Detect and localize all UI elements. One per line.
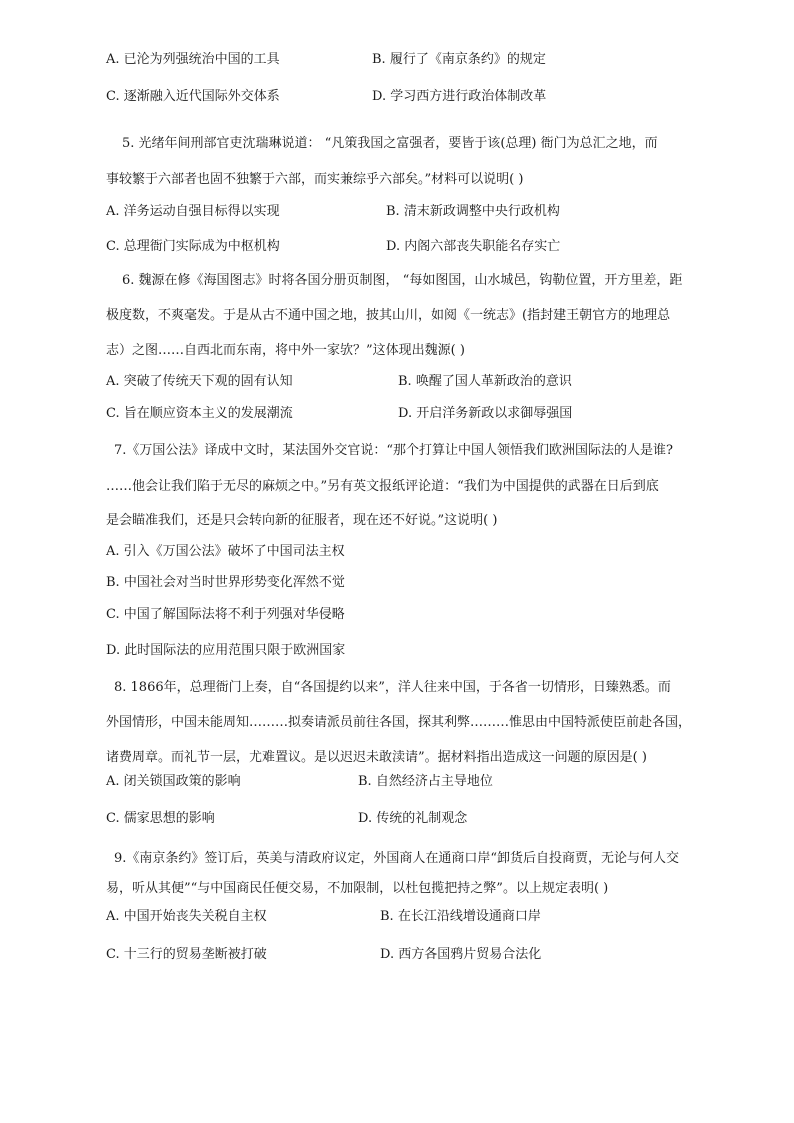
q8-stem-line-3: 诸费周章。而礼节一层，尤难置议。是以迟迟未敢渎请”。据材料指出造成这一问题的原因是( ) bbox=[106, 750, 647, 765]
q6-option-a: A. 突破了传统天下观的固有认知 bbox=[106, 374, 293, 389]
q7-stem-line-3: 是会瞄准我们，还是只会转向新的征服者，现在还不好说。”这说明( ) bbox=[106, 513, 498, 528]
q6-stem-line-2: 极度数，不爽毫发。于是从古不通中国之地，披其山川，如阅《一统志》(指封建王朝官方的地理总 bbox=[106, 308, 671, 323]
q6-stem-line-1: 6. 魏源在修《海国图志》时将各国分册页制图， “每如图国，山水城邑，钩勒位置，开方里差，距 bbox=[122, 273, 683, 288]
q8-option-c: C. 儒家思想的影响 bbox=[106, 811, 215, 826]
q9-stem-line-1: 9.《南京条约》签订后，英美与清政府议定，外国商人在通商口岸“卸货后自投商贾，无论与何人交 bbox=[114, 851, 680, 866]
q5-stem-line-1: 5. 光绪年间刑部官吏沈瑞琳说道： “凡策我国之富强者，要皆于该(总理) 衙门为总汇之地，而 bbox=[122, 136, 658, 151]
q9-option-c: C. 十三行的贸易垄断被打破 bbox=[106, 947, 267, 962]
q4-option-d: D. 学习西方进行政治体制改革 bbox=[372, 89, 547, 104]
q8-option-a: A. 闭关锁国政策的影响 bbox=[106, 774, 241, 789]
q8-stem-line-2: 外国情形，中国未能周知………拟奏请派员前往各国，探其利弊………惟思由中国特派使臣前赴各国， bbox=[106, 715, 692, 730]
q7-option-b: B. 中国社会对当时世界形势变化浑然不觉 bbox=[106, 575, 345, 590]
q4-option-a: A. 已沦为列强统治中国的工具 bbox=[106, 52, 280, 67]
q4-option-b: B. 履行了《南京条约》的规定 bbox=[372, 52, 546, 67]
q6-stem-line-3: 志）之图……自西北而东南，将中外一家欤？”这体现出魏源( ) bbox=[106, 343, 465, 358]
q9-option-b: B. 在长江沿线增设通商口岸 bbox=[380, 909, 541, 924]
q5-option-b: B. 清末新政调整中央行政机构 bbox=[386, 204, 560, 219]
q9-option-a: A. 中国开始丧失关税自主权 bbox=[106, 909, 267, 924]
q7-option-d: D. 此时国际法的应用范围只限于欧洲国家 bbox=[106, 643, 346, 658]
q7-option-a: A. 引入《万国公法》破坏了中国司法主权 bbox=[106, 544, 345, 559]
q6-option-b: B. 唤醒了国人革新政治的意识 bbox=[398, 374, 572, 389]
q7-option-c: C. 中国了解国际法将不利于列强对华侵略 bbox=[106, 607, 345, 622]
q9-option-d: D. 西方各国鸦片贸易合法化 bbox=[380, 947, 542, 962]
q5-option-c: C. 总理衙门实际成为中枢机构 bbox=[106, 239, 280, 254]
q7-stem-line-1: 7.《万国公法》译成中文时，某法国外交官说：“那个打算让中国人领悟我们欧洲国际法的人是谁? bbox=[114, 443, 674, 458]
q8-option-b: B. 自然经济占主导地位 bbox=[358, 774, 493, 789]
q8-option-d: D. 传统的礼制观念 bbox=[358, 811, 468, 826]
q6-option-d: D. 开启洋务新政以求御辱强国 bbox=[398, 406, 573, 421]
q6-option-c: C. 旨在顺应资本主义的发展潮流 bbox=[106, 406, 293, 421]
q9-stem-line-2: 易，听从其便”“与中国商民任便交易，不加限制，以杜包揽把持之弊”。以上规定表明( ) bbox=[106, 881, 609, 896]
q7-stem-line-2: ……他会让我们陷于无尽的麻烦之中。”另有英文报纸评论道：“我们为中国提供的武器在日后到底 bbox=[106, 479, 659, 494]
q5-option-d: D. 内阁六部丧失职能名存实亡 bbox=[386, 239, 561, 254]
q5-stem-line-2: 事较繁于六部者也固不独繁于六部，而实兼综乎六部矣。”材料可以说明( ) bbox=[106, 172, 524, 187]
q4-option-c: C. 逐渐融入近代国际外交体系 bbox=[106, 89, 280, 104]
q8-stem-line-1: 8. 1866年，总理衙门上奏，自“各国提约以来”，洋人往来中国，于各省一切情形，日臻熟悉。而 bbox=[114, 680, 671, 695]
q5-option-a: A. 洋务运动自强目标得以实现 bbox=[106, 204, 280, 219]
